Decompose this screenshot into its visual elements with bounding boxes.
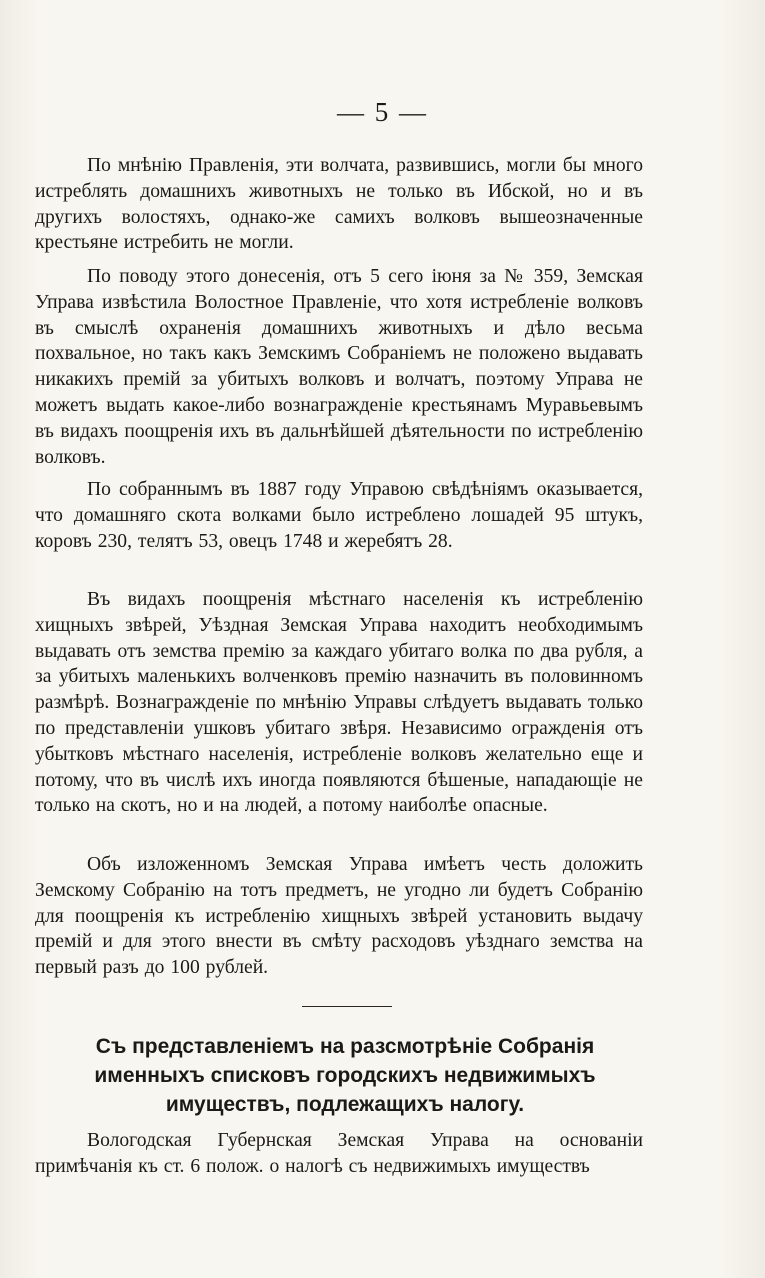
paragraph-text: По мнѣнію Правленія, эти волчата, развившись, могли бы много истреблять домашнихъ животныхъ не только въ Ибской, но и въ другихъ волостяхъ, однако-же самихъ волковъ вышеозначенные крестьяне истребить не могли. bbox=[35, 155, 643, 254]
paragraph-1 bbox=[35, 153, 643, 256]
paragraph-text: Объ изложенномъ Земская Управа имѣетъ честь доложить Земскому Собранію на тотъ предметъ, не угодно ли будетъ Собранію для поощренія къ истребленію хищныхъ звѣрей установить выдачу премій и для этого внести въ смѣту расходовъ уѣзднаго земства на первый разъ до 100 рублей. bbox=[35, 854, 643, 979]
paragraph-text: Вологодская Губернская Земская Управа на основаніи примѣчанія къ ст. 6 полож. о налогѣ съ недвижимыхъ имуществъ bbox=[35, 1130, 643, 1177]
paragraph-text: По поводу этого донесенія, отъ 5 сего іюня за № 359, Земская Управа извѣстила Волостное Правленіе, что хотя истребленіе волковъ въ смыслѣ охраненія домашнихъ животныхъ и дѣло весьма похвальное, но такъ какъ Земскимъ Собраніемъ не положено выдавать никакихъ премій за убитыхъ волковъ и волчатъ, поэтому Управа не можетъ выдать какое-либо вознагражденіе крестьянамъ Муравьевымъ въ видахъ поощренія ихъ въ дальнѣйшей дѣятельности по истребленію волковъ. bbox=[35, 266, 643, 468]
section-heading: Съ представленіемъ на разсмотрѣніе Собранія именныхъ списковъ городскихъ недвижимыхъ имуществъ, подлежащихъ налогу. bbox=[94, 1035, 596, 1116]
paragraph-2 bbox=[35, 264, 643, 470]
paragraph-3 bbox=[35, 477, 643, 554]
paragraph-6 bbox=[35, 1128, 643, 1180]
paragraph-4 bbox=[35, 587, 643, 819]
paragraph-5 bbox=[35, 852, 643, 981]
section-divider bbox=[302, 1006, 392, 1007]
paragraph-text: Въ видахъ поощренія мѣстнаго населенія къ истребленію хищныхъ звѣрей, Уѣздная Земская Управа находитъ необходимымъ выдавать отъ земства премію за каждаго убитаго волка по два рубля, а за убитыхъ маленькихъ волченковъ премію назначить въ половинномъ размѣрѣ. Вознагражденіе по мнѣнію Управы слѣдуетъ выдавать только по представленіи ушковъ убитаго звѣря. Независимо огражденія отъ убытковъ мѣстнаго населенія, истребленіе волковъ желательно еще и потому, что въ числѣ ихъ иногда появляются бѣшеные, нападающіе не только на скотъ, но и на людей, а потому наиболѣе опасные. bbox=[35, 589, 643, 817]
page-number: — 5 — bbox=[337, 97, 428, 127]
paragraph-text: По собраннымъ въ 1887 году Управою свѣдѣніямъ оказывается, что домашняго скота волками было истреблено лошадей 95 штукъ, коровъ 230, телятъ 53, овецъ 1748 и жеребятъ 28. bbox=[35, 479, 643, 552]
